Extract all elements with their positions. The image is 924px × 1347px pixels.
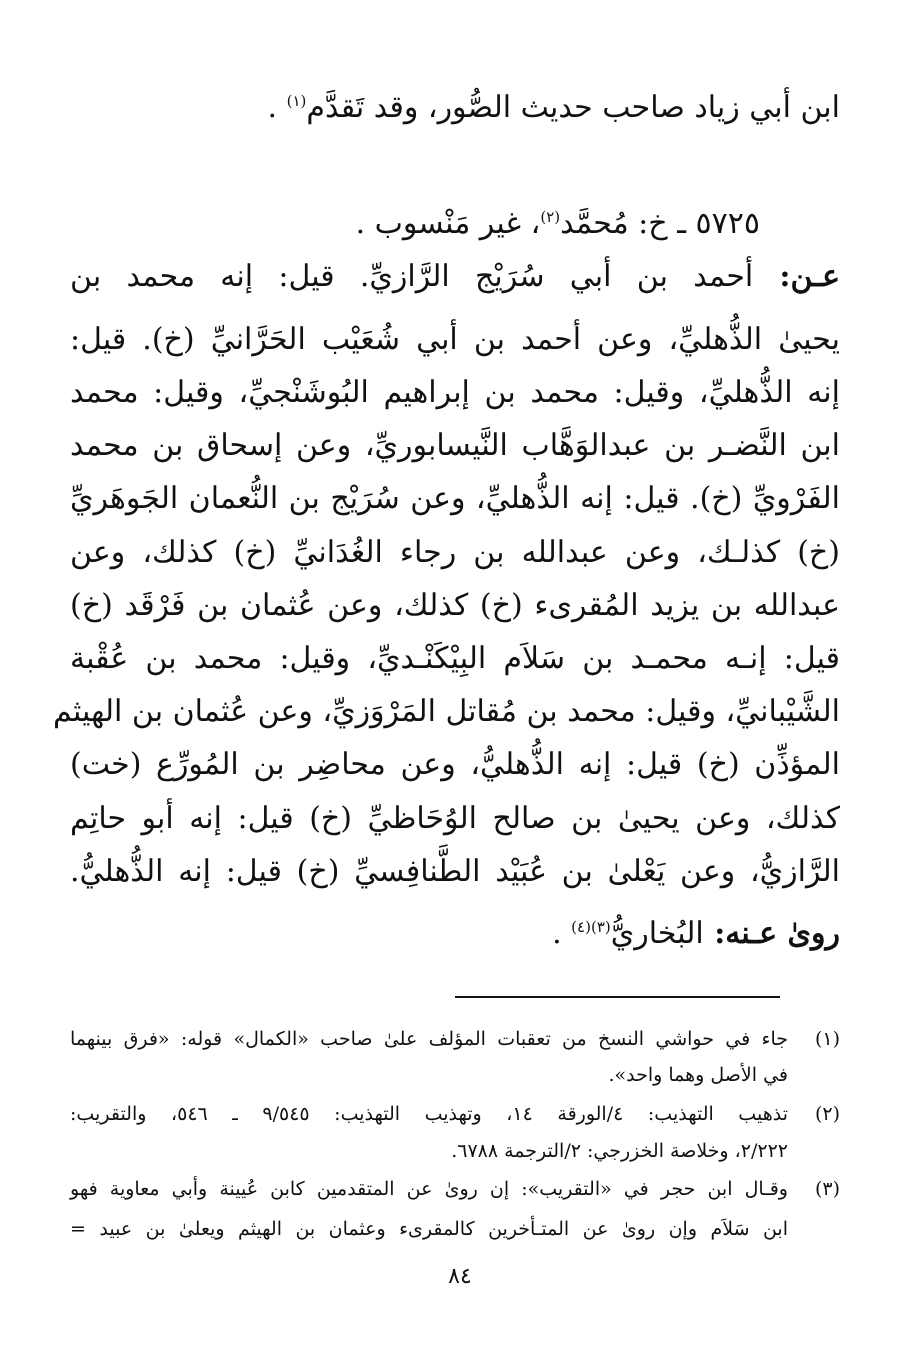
body-line-text: (خ) كذلـك، وعن عبدالله بن رجاء الغُدَانيِّ (خ) كذلك، وعن <box>70 535 840 570</box>
footnote-line: في الأصل وهما واحد». <box>608 1064 788 1086</box>
footnote-number: (٣) <box>814 1178 840 1200</box>
narrator-end: . <box>552 916 572 951</box>
body-line <box>70 373 840 413</box>
footnote-separator <box>455 996 780 998</box>
footnote-ref[interactable]: (١) <box>286 92 307 110</box>
body-line-text: الشَّيْبانيِّ، وقيل: محمد بن مُقاتل المَرْوَزيِّ، وعن عُثمان بن الهيثم <box>53 694 840 729</box>
body-line-text: المؤذِّن (خ) قيل: إنه الذُّهليُّ، وعن محاضِر بن المُورِّع (خت) <box>70 747 840 782</box>
body-line <box>70 799 840 839</box>
footnote-line: تذهيب التهذيب: ٤/الورقة ١٤، وتهذيب التهذيب: ٩/٥٤٥ ـ ٥٤٦، والتقريب: <box>70 1103 788 1125</box>
body-line <box>70 426 840 466</box>
entry-sep: ـ <box>667 206 696 241</box>
opening-end: . <box>267 90 287 125</box>
body-line-text: عبدالله بن يزيد المُقرىء (خ) كذلك، وعن عُثمان بن فَرْقَد (خ) <box>70 588 840 623</box>
footnote-number: (١) <box>814 1028 840 1050</box>
entry-number: ٥٧٢٥ <box>695 206 760 241</box>
entry-code: خ <box>648 206 668 241</box>
body-line-text: ابن النَّضـر بن عبدالوَهَّاب النَّيسابوريِّ، وعن إسحاق بن محمد <box>70 428 840 463</box>
entry-name: مُحمَّد <box>560 206 629 241</box>
opening-line <box>70 88 840 128</box>
footnote-ref[interactable]: (٢) <box>540 208 561 226</box>
body-line <box>53 692 840 732</box>
body-line <box>70 320 840 360</box>
footnote-line: ٢/٢٢٢، وخلاصة الخزرجي: ٢/الترجمة ٦٧٨٨. <box>451 1140 788 1162</box>
body-line <box>70 257 840 297</box>
body-line-text: الفَرْويِّ (خ). قيل: إنه الذُّهليِّ، وعن سُرَيْج بن النُّعمان الجَوهَريِّ <box>70 481 840 516</box>
body-line-text: إنه الذُّهليِّ، وقيل: محمد بن إبراهيم البُوشَنْجيِّ، وقيل: محمد <box>70 375 840 410</box>
body-line-text: قيل: إنـه محمـد بن سَلاَم البِيْكَنْـديِّ، وقيل: محمد بن عُقْبة <box>70 641 840 676</box>
footnote-ref[interactable]: (٣)(٤) <box>571 918 611 936</box>
footnote-line: وقـال ابن حجر في «التقريب»: إن روىٰ عن المتقدمين كابن عُيينة وأبي معاوية فهو <box>70 1178 788 1200</box>
body-line <box>70 533 840 573</box>
document-page <box>53 0 841 1347</box>
footnote-line: جاء في حواشي النسخ من تعقبات المؤلف علىٰ صاحب «الكمال» قوله: «فرق بينهما <box>70 1028 788 1050</box>
body-line-text: الرَّازيُّ، وعن يَعْلىٰ بن عُبَيْد الطَّنافِسيِّ (خ) قيل: إنه الذُّهليُّ. <box>70 854 840 889</box>
entry-colon: : <box>628 206 649 241</box>
narrator-line <box>70 914 840 954</box>
body-line-text: يحيىٰ الذُّهليِّ، وعن أحمد بن أبي شُعَيْب الحَرَّانيِّ (خ). قيل: <box>70 322 840 357</box>
body-line <box>70 586 840 626</box>
body-line <box>70 745 840 785</box>
narrator-lead: روىٰ عـنه: <box>703 916 840 951</box>
body-line-text: أحمد بن أبي سُرَيْج الرَّازيِّ. قيل: إنه محمد بن <box>70 259 754 294</box>
body-line-lead: عـن: <box>753 259 841 294</box>
body-line-text: كذلك، وعن يحيىٰ بن صالح الوُحَاظيِّ (خ) قيل: إنه أبو حاتِم <box>70 801 840 836</box>
opening-text: ابن أبي زياد صاحب حديث الصُّور، وقد تَقدَّم <box>306 90 840 125</box>
body-line <box>70 479 840 519</box>
footnote-number: (٢) <box>814 1103 840 1125</box>
body-line <box>70 639 840 679</box>
entry-rest: ، غير مَنْسوب . <box>355 206 541 241</box>
page-number: ٨٤ <box>448 1264 472 1289</box>
body-line <box>70 852 840 892</box>
footnote-line: ابن سَلاَم وإن روىٰ عن المتـأخرين كالمقرىء وعثمان بن الهيثم ويعلىٰ بن عبيد = <box>70 1218 788 1240</box>
entry-heading <box>356 204 760 244</box>
narrator-text: البُخاريُّ <box>610 916 704 951</box>
